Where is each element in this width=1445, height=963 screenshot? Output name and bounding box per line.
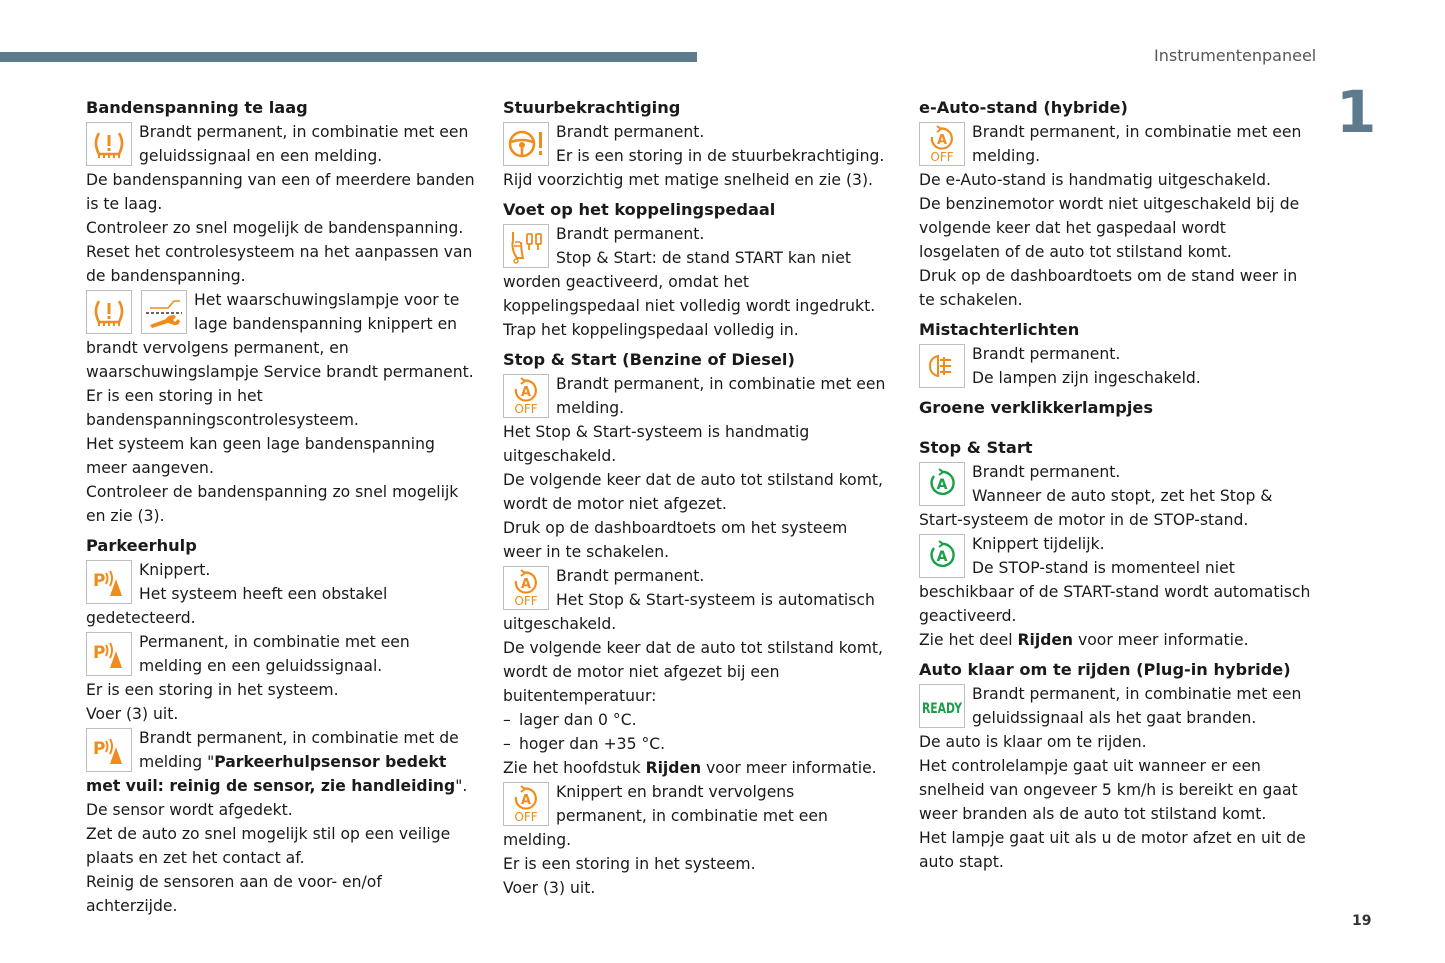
indicator-text: Brandt permanent, in combinatie met een melding. bbox=[972, 123, 1302, 165]
svg-text:READY: READY bbox=[922, 701, 963, 717]
paragraph: Trap het koppelingspedaal volledig in. bbox=[503, 321, 799, 339]
stop-start-green-icon bbox=[919, 462, 965, 506]
tire-pressure-icon bbox=[86, 122, 132, 166]
heading-stop-start: Stop & Start (Benzine of Diesel) bbox=[503, 350, 795, 369]
paragraph: Zet de auto zo snel mogelijk stil op een veilige plaats en zet het contact af. bbox=[86, 825, 451, 867]
list-item: – hoger dan +35 °C. bbox=[503, 732, 888, 756]
header-accent-bar bbox=[0, 52, 697, 62]
indicator-text: Knippert en brandt vervolgens permanent, in combinatie met een melding. bbox=[503, 783, 828, 849]
paragraph: Druk op de dashboardtoets om het systeem weer in te schakelen. bbox=[503, 519, 848, 561]
parking-sensor-icon bbox=[86, 560, 132, 604]
indicator-text: Brandt permanent. bbox=[556, 123, 705, 141]
paragraph: Er is een storing in het bandenspanningscontrolesysteem. bbox=[86, 387, 359, 429]
indicator-text: Knippert tijdelijk. bbox=[972, 535, 1105, 553]
indicator-tpms-service bbox=[86, 288, 476, 384]
svg-text:OFF: OFF bbox=[930, 150, 954, 164]
paragraph: De bandenspanning van een of meerdere banden is te laag. bbox=[86, 171, 475, 213]
paragraph: Reinig de sensoren aan de voor- en/of achterzijde. bbox=[86, 873, 382, 915]
indicator-text: Brandt permanent. bbox=[556, 567, 705, 585]
svg-text:P: P bbox=[93, 739, 106, 759]
indicator-park-3 bbox=[86, 726, 476, 798]
indicator-text: Stop & Start: de stand START kan niet worden geactiveerd, omdat het koppelingspedaal niet volledig wordt ingedrukt. bbox=[503, 249, 876, 315]
indicator-tpms bbox=[86, 120, 476, 168]
heading-stop-start-green: Stop & Start bbox=[919, 438, 1033, 457]
svg-text:OFF: OFF bbox=[514, 402, 538, 416]
indicator-text: Het Stop & Start-systeem is automatisch uitgeschakeld. bbox=[503, 591, 875, 633]
paragraph: Zie het hoofdstuk Rijden voor meer informatie. bbox=[503, 759, 877, 777]
indicator-text: Brandt permanent. bbox=[972, 345, 1121, 363]
svg-text:A: A bbox=[520, 577, 532, 592]
indicator-auto-off-2 bbox=[503, 564, 888, 636]
indicator-text: Brandt permanent, in combinatie met een geluidssignaal en een melding. bbox=[139, 123, 469, 165]
paragraph: Druk op de dashboardtoets om de stand weer in te schakelen. bbox=[919, 267, 1298, 309]
indicator-text: Brandt permanent. bbox=[972, 463, 1121, 481]
section-title: Instrumentenpaneel bbox=[1154, 46, 1317, 65]
indicator-park-2 bbox=[86, 630, 476, 678]
heading-mistachterlichten: Mistachterlichten bbox=[919, 320, 1080, 339]
list-item: – lager dan 0 °C. bbox=[503, 708, 888, 732]
heading-e-auto: e-Auto-stand (hybride) bbox=[919, 98, 1128, 117]
paragraph: Rijd voorzichtig met matige snelheid en zie (3). bbox=[503, 171, 873, 189]
temperature-list bbox=[503, 708, 888, 756]
stop-start-green-icon bbox=[919, 534, 965, 578]
auto-off-icon bbox=[503, 566, 549, 610]
heading-koppelingspedaal: Voet op het koppelingspedaal bbox=[503, 200, 776, 219]
heading-parkeerhulp: Parkeerhulp bbox=[86, 536, 197, 555]
paragraph: Controleer zo snel mogelijk de bandenspanning. bbox=[86, 219, 464, 237]
paragraph: Het controlelampje gaat uit wanneer er een snelheid van ongeveer 5 km/h is bereikt en gaat weer branden als de auto tot stilstand komt. bbox=[919, 757, 1298, 823]
svg-text:OFF: OFF bbox=[514, 810, 538, 824]
column-2 bbox=[503, 96, 888, 900]
indicator-park-1 bbox=[86, 558, 476, 630]
indicator-text: Het waarschuwingslampje voor te lage bandenspanning knippert en brandt vervolgens permanent, en waarschuwingslampje Service brandt permanent. bbox=[86, 291, 474, 381]
tire-pressure-icon bbox=[86, 290, 132, 334]
svg-text:A: A bbox=[936, 549, 948, 565]
paragraph: Het Stop & Start-systeem is handmatig uitgeschakeld. bbox=[503, 423, 810, 465]
paragraph: De volgende keer dat de auto tot stilstand komt, wordt de motor niet afgezet. bbox=[503, 471, 883, 513]
indicator-text: Wanneer de auto stopt, zet het Stop & Start-systeem de motor in de STOP-stand. bbox=[919, 487, 1273, 529]
indicator-text: Er is een storing in de stuurbekrachtiging. bbox=[556, 147, 885, 165]
paragraph: Reset het controlesysteem na het aanpassen van de bandenspanning. bbox=[86, 243, 473, 285]
indicator-rear-fog bbox=[919, 342, 1311, 390]
steering-warning-icon bbox=[503, 122, 549, 166]
paragraph: Controleer de bandenspanning zo snel mogelijk en zie (3). bbox=[86, 483, 459, 525]
park-letter: P bbox=[93, 571, 106, 591]
paragraph: De e-Auto-stand is handmatig uitgeschakeld. bbox=[919, 171, 1271, 189]
clutch-pedal-icon bbox=[503, 224, 549, 268]
indicator-text: Brandt permanent, in combinatie met een melding. bbox=[556, 375, 886, 417]
paragraph: Er is een storing in het systeem. bbox=[503, 855, 756, 873]
heading-bandenspanning: Bandenspanning te laag bbox=[86, 98, 308, 117]
auto-off-icon bbox=[919, 122, 965, 166]
paragraph: De benzinemotor wordt niet uitgeschakeld bij de volgende keer dat het gaspedaal wordt losgelaten of de auto tot stilstand komt. bbox=[919, 195, 1300, 261]
chapter-number: 1 bbox=[1336, 78, 1377, 146]
heading-auto-klaar: Auto klaar om te rijden (Plug-in hybride) bbox=[919, 660, 1291, 679]
rear-fog-light-icon bbox=[919, 344, 965, 388]
service-wrench-icon bbox=[141, 290, 187, 334]
indicator-steering bbox=[503, 120, 888, 168]
paragraph: De auto is klaar om te rijden. bbox=[919, 733, 1147, 751]
indicator-clutch bbox=[503, 222, 888, 318]
indicator-ready bbox=[919, 682, 1311, 730]
indicator-text: Brandt permanent, in combinatie met een geluidssignaal als het gaat branden. bbox=[972, 685, 1302, 727]
indicator-auto-off-1 bbox=[503, 372, 888, 420]
heading-groene-lampjes: Groene verklikkerlampjes bbox=[919, 398, 1154, 417]
paragraph: Zie het deel Rijden voor meer informatie. bbox=[919, 631, 1249, 649]
indicator-auto-off-3 bbox=[503, 780, 888, 852]
indicator-text: Knippert. bbox=[139, 561, 211, 579]
indicator-stop-start-green-2 bbox=[919, 532, 1311, 628]
paragraph: Voer (3) uit. bbox=[86, 705, 179, 723]
ready-icon bbox=[919, 684, 965, 728]
svg-text:A: A bbox=[936, 133, 948, 148]
svg-text:P: P bbox=[93, 643, 106, 663]
indicator-e-auto-off bbox=[919, 120, 1311, 168]
svg-text:A: A bbox=[520, 793, 532, 808]
indicator-stop-start-green-1 bbox=[919, 460, 1311, 532]
paragraph: De volgende keer dat de auto tot stilstand komt, wordt de motor niet afgezet bij een buitentemperatuur: bbox=[503, 639, 883, 705]
svg-text:A: A bbox=[520, 385, 532, 400]
paragraph: Het lampje gaat uit als u de motor afzet en uit de auto stapt. bbox=[919, 829, 1306, 871]
indicator-text: De STOP-stand is momenteel niet beschikbaar of de START-stand wordt automatisch geactiveerd. bbox=[919, 559, 1311, 625]
column-1 bbox=[86, 96, 476, 918]
parking-sensor-icon bbox=[86, 728, 132, 772]
page-number: 19 bbox=[1352, 913, 1372, 929]
svg-text:A: A bbox=[936, 477, 948, 493]
paragraph: De sensor wordt afgedekt. bbox=[86, 801, 293, 819]
svg-text:OFF: OFF bbox=[514, 594, 538, 608]
indicator-text: Permanent, in combinatie met een melding en een geluidssignaal. bbox=[139, 633, 410, 675]
auto-off-icon bbox=[503, 782, 549, 826]
paragraph: Voer (3) uit. bbox=[503, 879, 596, 897]
indicator-text: De lampen zijn ingeschakeld. bbox=[972, 369, 1201, 387]
auto-off-icon bbox=[503, 374, 549, 418]
column-3 bbox=[919, 96, 1311, 874]
indicator-text: Brandt permanent. bbox=[556, 225, 705, 243]
heading-stuurbekrachtiging: Stuurbekrachtiging bbox=[503, 98, 681, 117]
paragraph: Er is een storing in het systeem. bbox=[86, 681, 339, 699]
indicator-text: Brandt permanent, in combinatie met de melding "Parkeerhulpsensor bedekt met vuil: reinig de sensor, zie handleiding". bbox=[86, 729, 468, 795]
indicator-text: Het systeem heeft een obstakel gedetecteerd. bbox=[86, 585, 388, 627]
parking-sensor-icon bbox=[86, 632, 132, 676]
paragraph: Het systeem kan geen lage bandenspanning meer aangeven. bbox=[86, 435, 435, 477]
